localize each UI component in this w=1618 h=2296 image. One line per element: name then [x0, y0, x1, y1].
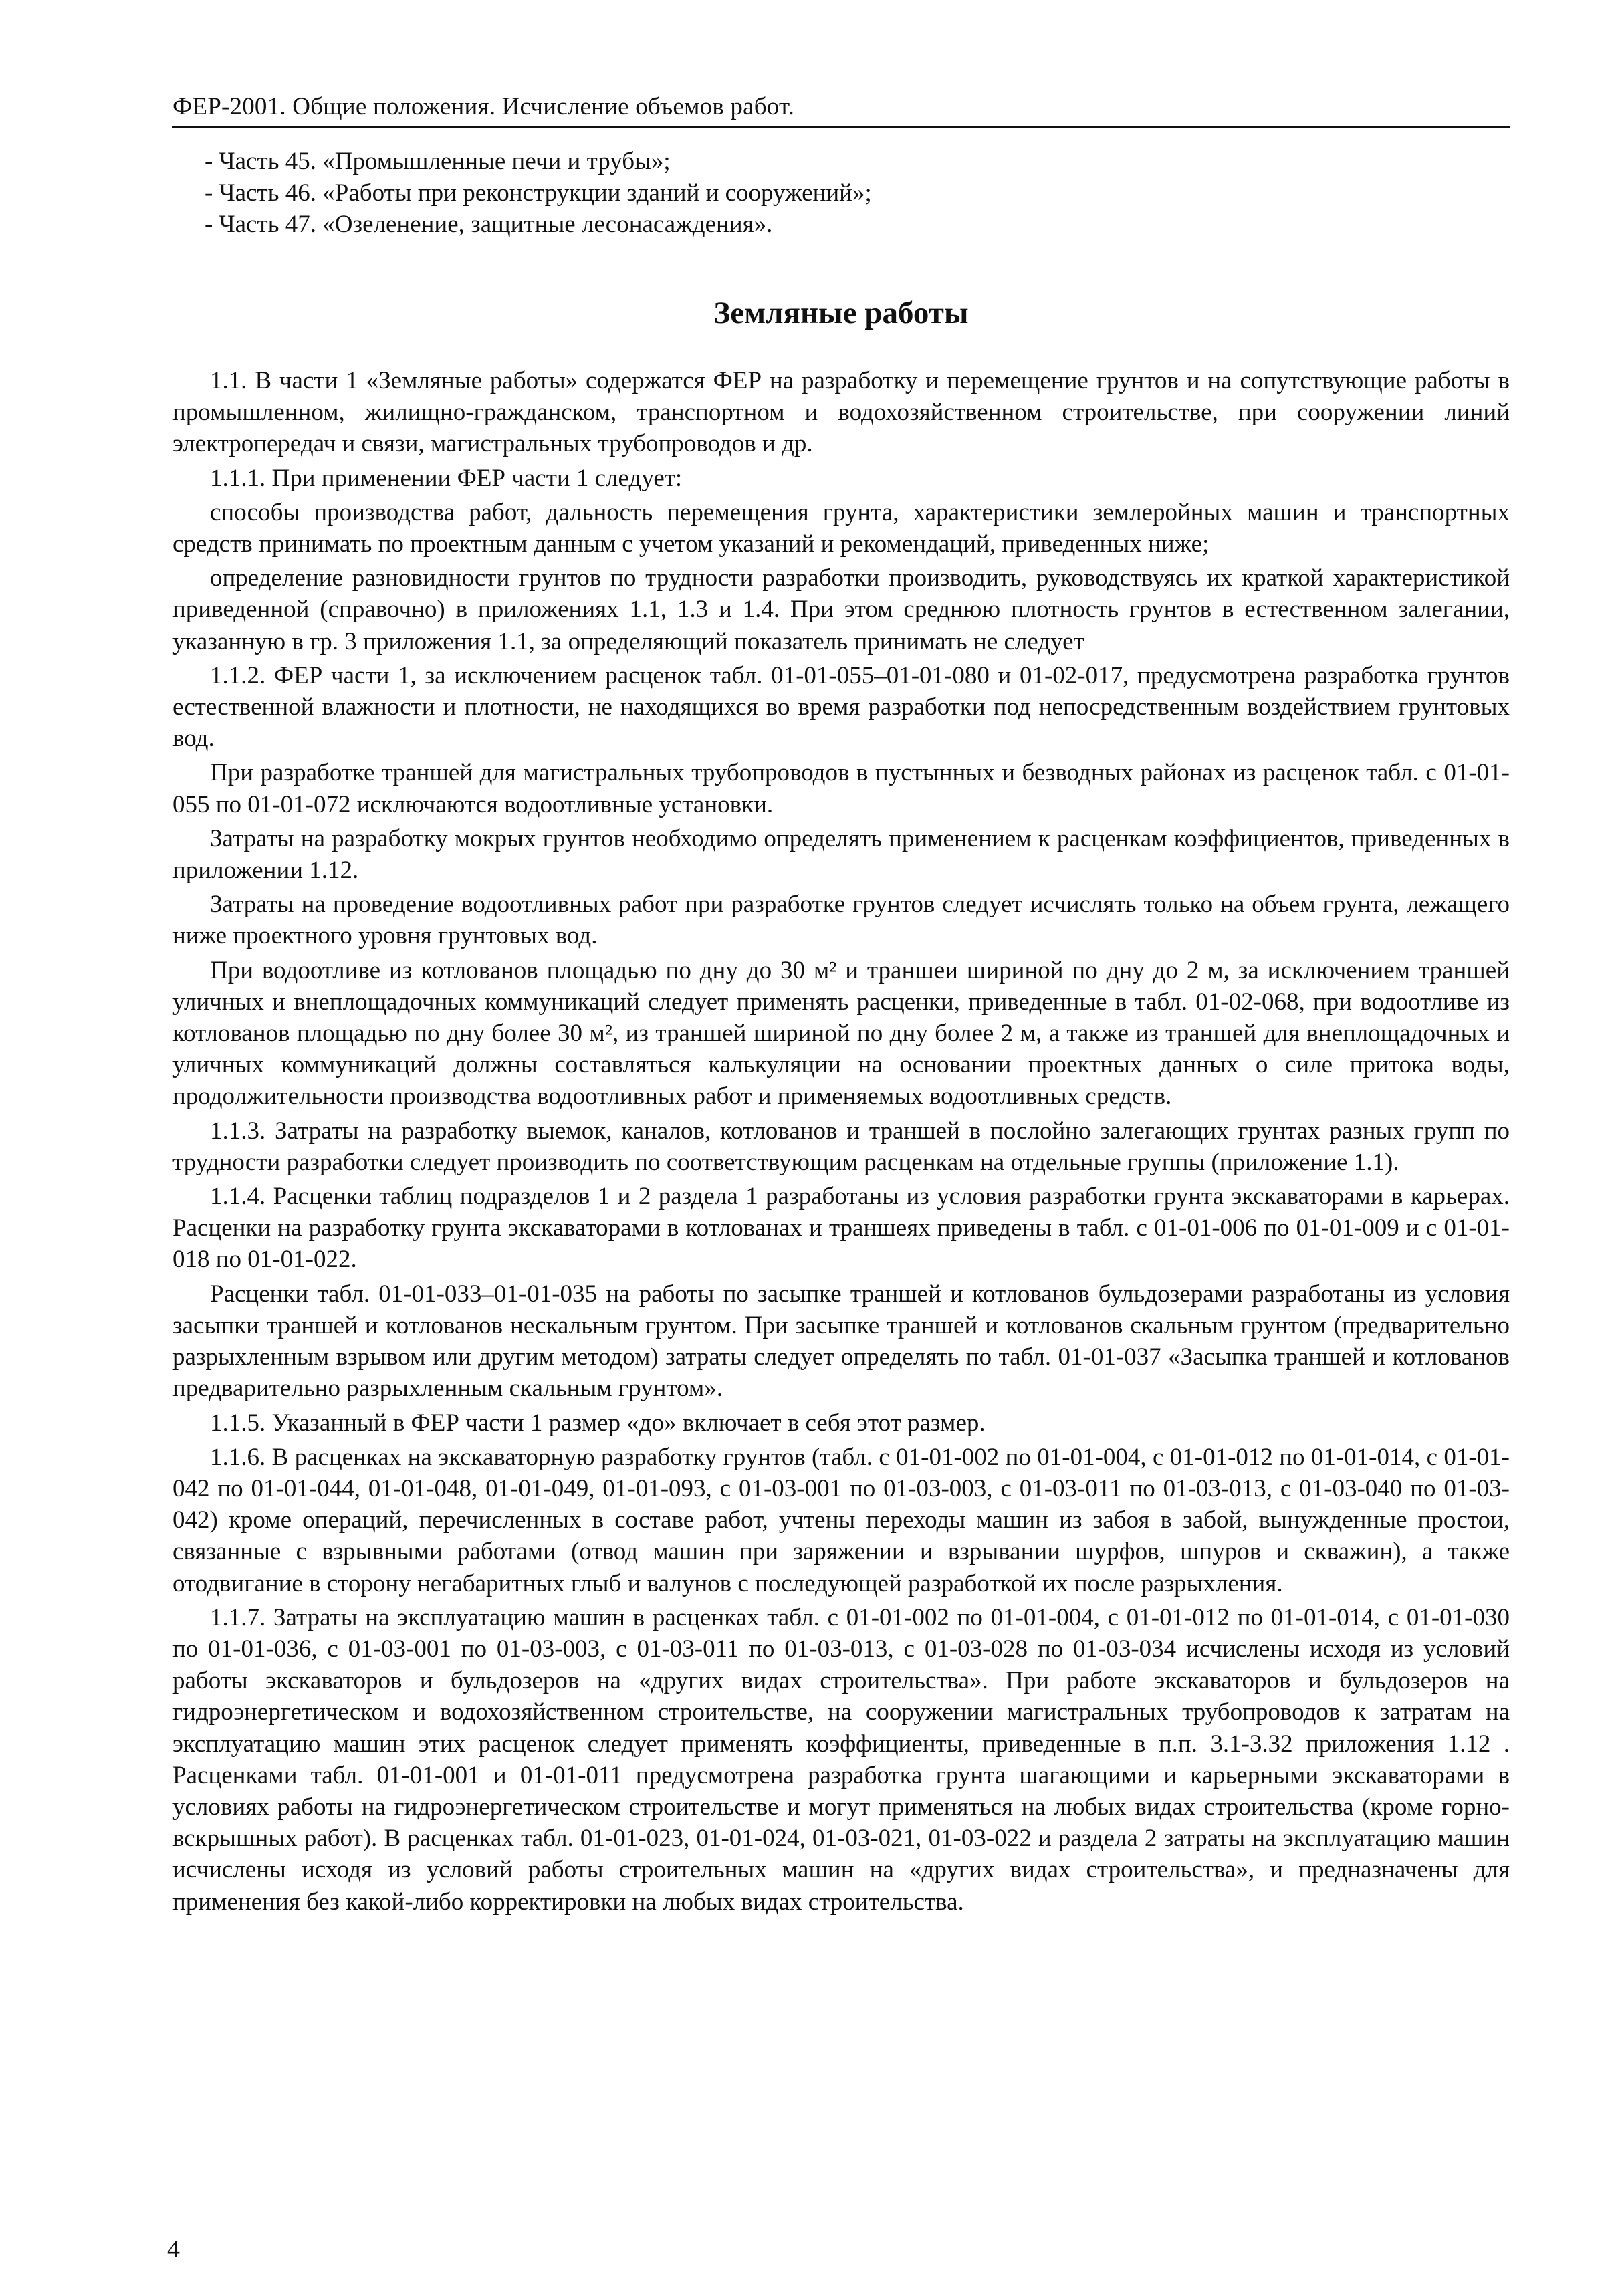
paragraph: 1.1.1. При применении ФЕР части 1 следует: — [210, 464, 683, 492]
paragraph: способы производства работ, дальность перемещения грунта, характеристики землеройных машин и транспортных средств принимать по проектным данным с учетом указаний и рекомендаций, приведенных ниже; — [172, 498, 1510, 558]
list-item: - Часть 47. «Озеленение, защитные лесонасаждения». — [205, 211, 773, 238]
paragraph: 1.1.6. В расценках на экскаваторную разработку грунтов (табл. с 01-01-002 по 01-01-004, с 01-01-012 по 01-01-014, с 01-01-042 по 01-01-044, 01-01-048, 01-01-049, 01-01-093, с 01-03-001 по 01-03-003, с 01-03-011 по 01-03-013, с 01-03-040 по 01-03-042) кроме операций, перечисленных в составе работ, учтены переходы машин из забоя в забой, вынужденные простои, связанные с взрывными работами (отвод машин при заряжении и взрывании шурфов, шпуров и скважин), а также отодвигание в сторону негабаритных глыб и валунов с последующей разработкой их после разрыхления. — [172, 1443, 1510, 1597]
section-title: Земляные работы — [713, 296, 969, 330]
paragraph: 1.1.7. Затраты на эксплуатацию машин в расценках табл. с 01-01-002 по 01-01-004, с 01-01-012 по 01-01-014, с 01-01-030 по 01-01-036, с 01-03-001 по 01-03-003, с 01-03-011 по 01-03-013, с 01-03-028 по 01-03-034 исчислены исходя из условий работы экскаваторов и бульдозеров на «других видах строительства». При работе экскаваторов и бульдозеров на гидроэнергетическом и водохозяйственном строительстве, на сооружении магистральных трубопроводов к затратам на эксплуатацию машин этих расценок следует применять коэффициенты, приведенные в п.п. 3.1-3.32 приложения 1.12 . Расценками табл. 01-01-001 и 01-01-011 предусмотрена разработка грунта шагающими и карьерными экскаваторами в условиях работы на гидроэнергетическом строительстве и могут применяться на любых видах строительства (кроме горно-вскрышных работ). В расценках табл. 01-01-023, 01-01-024, 01-03-021, 01-03-022 и раздела 2 затраты на эксплуатацию машин исчислены исходя из условий работы строительных машин на «других видах строительства», и предназначены для применения без какой-либо корректировки на любых видах строительства. — [172, 1603, 1510, 1916]
page-number: 4 — [167, 2235, 180, 2263]
paragraph: определение разновидности грунтов по трудности разработки производить, руководствуясь их краткой характеристикой приведенной (справочно) в приложениях 1.1, 1.3 и 1.4. При этом среднюю плотность грунтов в естественном залегании, указанную в гр. 3 приложения 1.1, за определяющий показатель принимать не следует — [172, 564, 1510, 655]
list-item: - Часть 46. «Работы при реконструкции зданий и сооружений»; — [205, 179, 872, 207]
list-item: - Часть 45. «Промышленные печи и трубы»; — [205, 148, 671, 175]
paragraph: При водоотливе из котлованов площадью по дну до 30 м² и траншеи шириной по дну до 2 м, за исключением траншей уличных и внеплощадочных коммуникаций следует применять расценки, приведенные в табл. 01-02-068, при водоотливе из котлованов площадью по дну более 30 м², из траншей шириной по дну более 2 м, а также из траншей для внеплощадочных и уличных коммуникаций должны составляться калькуляции на основании проектных данных о силе притока воды, продолжительности производства водоотливных работ и применяемых водоотливных средств. — [172, 956, 1510, 1111]
paragraph: 1.1. В части 1 «Земляные работы» содержатся ФЕР на разработку и перемещение грунтов и на сопутствующие работы в промышленном, жилищно-гражданском, транспортном и водохозяйственном строительстве, при сооружении линий электропередач и связи, магистральных трубопроводов и др. — [172, 367, 1510, 458]
paragraph: При разработке траншей для магистральных трубопроводов в пустынных и безводных районах из расценок табл. с 01-01-055 по 01-01-072 исключаются водоотливные установки. — [172, 759, 1510, 818]
paragraph: Затраты на разработку мокрых грунтов необходимо определять применением к расценкам коэффициентов, приведенных в приложении 1.12. — [172, 824, 1510, 885]
paragraph: 1.1.5. Указанный в ФЕР части 1 размер «до» включает в себя этот размер. — [210, 1409, 986, 1437]
paragraph: Затраты на проведение водоотливных работ при разработке грунтов следует исчислять только на объем грунта, лежащего ниже проектного уровня грунтовых вод. — [172, 891, 1510, 950]
body-text — [172, 365, 1510, 1920]
intro-list — [205, 146, 1508, 240]
paragraph: Расценки табл. 01-01-033–01-01-035 на работы по засыпке траншей и котлованов бульдозерами разработаны из условия засыпки траншей и котлованов нескальным грунтом. При засыпке траншей и котлованов скальным грунтом (предварительно разрыхленным взрывом или другим методом) затраты следует определять по табл. 01-01-037 «Засыпка траншей и котлованов предварительно разрыхленным скальным грунтом». — [172, 1280, 1510, 1403]
paragraph: 1.1.4. Расценки таблиц подразделов 1 и 2 раздела 1 разработаны из условия разработки грунта экскаваторами в карьерах. Расценки на разработку грунта экскаваторами в котлованах и траншеях приведены в табл. с 01-01-006 по 01-01-009 и с 01-01-018 по 01-01-022. — [172, 1183, 1510, 1274]
header-divider — [172, 126, 1510, 128]
paragraph: 1.1.3. Затраты на разработку выемок, каналов, котлованов и траншей в послойно залегающих грунтах разных групп по трудности разработки следует производить по соответствующим расценкам на отдельные группы (приложение 1.1). — [172, 1117, 1510, 1176]
paragraph: 1.1.2. ФЕР части 1, за исключением расценок табл. 01-01-055–01-01-080 и 01-02-017, предусмотрена разработка грунтов естественной влажности и плотности, не находящихся во время разработки под непосредственным воздействием грунтовых вод. — [172, 661, 1510, 753]
running-header: ФЕР-2001. Общие положения. Исчисление объемов работ. — [172, 93, 794, 120]
